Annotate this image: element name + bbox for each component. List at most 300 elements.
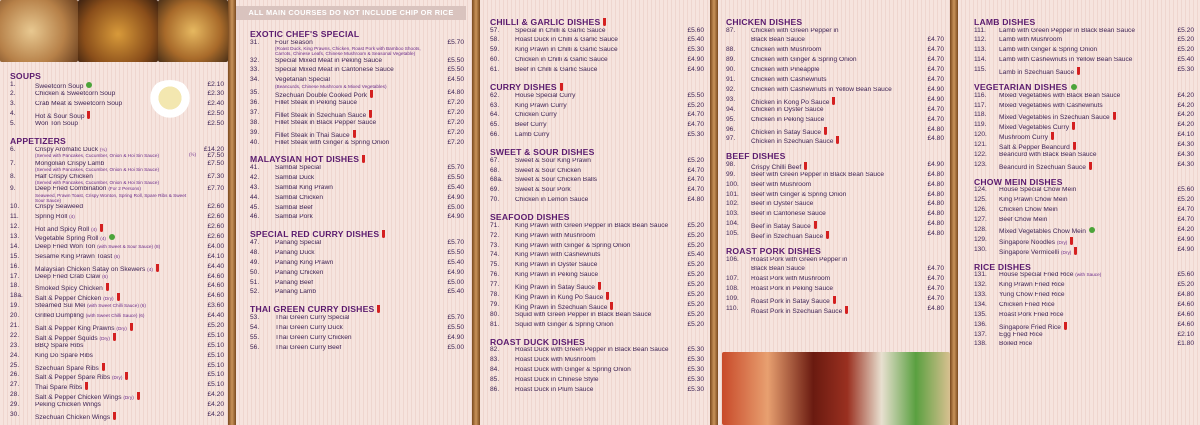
item-number: 69. xyxy=(490,186,500,194)
item-name xyxy=(751,162,916,172)
item-price-value: £5.60 xyxy=(1177,186,1194,194)
section-title-exotic: EXOTIC CHEF'S SPECIAL xyxy=(250,29,360,39)
item-number: 107. xyxy=(726,275,739,283)
item-name xyxy=(515,197,676,204)
item-number: 60. xyxy=(490,56,500,64)
menu-item-row xyxy=(10,392,224,402)
menu-item-row xyxy=(10,101,224,111)
item-name-text: Half Crispy Chicken xyxy=(35,173,93,180)
item-name-text: Sambal Duck xyxy=(275,174,315,181)
item-name-text: Szechuan Double Cooked Pork xyxy=(275,92,368,100)
item-number: 91. xyxy=(726,76,736,84)
item-number: 16. xyxy=(10,262,20,270)
menu-item-row xyxy=(250,289,464,299)
menu-item-row xyxy=(974,122,1194,132)
item-price xyxy=(1166,332,1194,339)
menu-item-row xyxy=(10,372,224,382)
item-price-value: £4.80 xyxy=(927,200,944,208)
item-number: 55. xyxy=(250,333,260,341)
item-name-text: Yung Chow Fried Rice xyxy=(999,291,1065,298)
item-price-value: £4.40 xyxy=(207,262,224,270)
item-name xyxy=(751,67,916,74)
item-price xyxy=(676,93,704,100)
item-name xyxy=(751,192,916,199)
item-name-text: King Prawn in Szechuan Sauce xyxy=(515,303,608,311)
item-name-text: Roast Duck with Ginger & Spring Onion xyxy=(515,366,631,373)
item-note: (with Sweet Chilli Sauce) (6) xyxy=(85,313,145,319)
item-price xyxy=(196,412,224,419)
chilli-pepper-icon xyxy=(1089,162,1092,170)
item-price-value: £5.20 xyxy=(1177,281,1194,289)
item-number: 115. xyxy=(974,66,987,74)
item-name-text: King Prawn with Cashewnuts xyxy=(515,252,601,259)
item-price xyxy=(916,211,944,218)
item-number: 22. xyxy=(10,331,20,339)
menu-item-row xyxy=(250,90,464,100)
menu-item-row xyxy=(490,67,704,77)
item-name xyxy=(35,412,196,422)
item-number: 92. xyxy=(726,85,736,93)
item-number: 76. xyxy=(490,271,500,279)
item-price-value: £4.70 xyxy=(927,76,944,84)
menu-item-row xyxy=(490,272,704,282)
item-name-text: Mixed Vegetables Curry xyxy=(999,124,1070,132)
item-price-value: £1.80 xyxy=(1177,340,1194,348)
item-name-text: Squid with Green Pepper in Black Bean Sauce xyxy=(515,311,652,318)
section-title-green-curry: THAI GREEN CURRY DISHES xyxy=(250,305,464,314)
menu-item-row xyxy=(250,250,464,260)
divider-bar xyxy=(228,0,236,425)
item-price xyxy=(916,162,944,169)
item-name-text: Roast Pork with Green Pepper in xyxy=(751,256,848,263)
menu-item-row xyxy=(10,402,224,412)
item-price xyxy=(916,127,944,134)
item-price xyxy=(916,57,944,64)
item-number: 74. xyxy=(490,251,500,259)
item-name-text: Lamb with Ginger & Spring Onion xyxy=(999,47,1098,54)
item-number: 127. xyxy=(974,216,987,224)
chicken-list xyxy=(726,28,944,147)
item-name xyxy=(515,28,676,35)
menu-item-row xyxy=(10,234,224,244)
item-price-value: £5.50 xyxy=(447,66,464,74)
item-price xyxy=(436,40,464,47)
item-number: 118. xyxy=(974,111,987,119)
section-title-sweet-sour: SWEET & SOUR DISHES xyxy=(490,147,595,158)
item-name-text: Lamb Curry xyxy=(515,132,550,139)
item-number: 17. xyxy=(10,272,20,280)
item-name-text: Salt & Pepper Beancurd xyxy=(999,144,1070,152)
item-price-value: £2.10 xyxy=(1177,330,1194,338)
item-name xyxy=(999,322,1166,332)
menu-item-row xyxy=(10,303,224,313)
item-name-text: Beef in Chilli & Garlic Sauce xyxy=(515,67,598,74)
item-price xyxy=(1166,207,1194,214)
item-price xyxy=(676,103,704,110)
item-number: 134. xyxy=(974,300,987,308)
item-number: 131. xyxy=(974,271,987,279)
item-name-text: Thai Green Curry Chicken xyxy=(275,334,352,341)
menu-item-row xyxy=(726,221,944,231)
item-name-text: Chicken with Ginger & Spring Onion xyxy=(751,57,857,64)
item-price xyxy=(676,302,704,309)
item-price xyxy=(436,165,464,172)
item-price-half: £7.50 xyxy=(207,152,224,160)
item-price-value: £5.70 xyxy=(447,164,464,172)
menu-item-row xyxy=(726,182,944,192)
item-price-value: £5.20 xyxy=(687,221,704,229)
menu-item-row xyxy=(10,333,224,343)
menu-item-row xyxy=(250,345,464,355)
item-name-text: Panang Beef xyxy=(275,279,314,286)
item-number: 58. xyxy=(490,36,500,44)
malaysian-list xyxy=(250,165,464,224)
item-price-value: £4.20 xyxy=(1177,91,1194,99)
item-price-value: £4.90 xyxy=(447,333,464,341)
item-number: 64. xyxy=(490,111,500,119)
item-number: 106. xyxy=(726,255,739,263)
item-number: 105. xyxy=(726,230,739,238)
item-price-value: £4.90 xyxy=(687,66,704,74)
item-name xyxy=(751,231,916,241)
item-name-text: Chicken with Pineapple xyxy=(751,67,820,74)
item-price-value: £4.10 xyxy=(1177,131,1194,139)
item-price xyxy=(436,325,464,332)
item-name-text: Special Mixed Meat in Cantonese Sauce xyxy=(275,67,394,74)
seafood-list xyxy=(490,223,704,332)
item-number: 103. xyxy=(726,210,739,218)
item-name-text: Lamb with Green Pepper in Black Bean Sauce xyxy=(999,27,1135,34)
item-number: 44. xyxy=(250,193,260,201)
item-note: (Dry) xyxy=(99,335,110,341)
item-name-text: Sambal King Prawn xyxy=(275,184,333,191)
menu-item-row xyxy=(10,283,224,293)
item-price xyxy=(916,47,944,54)
menu-item-row xyxy=(726,67,944,77)
item-price xyxy=(676,28,704,35)
menu-item-row xyxy=(490,302,704,312)
item-price xyxy=(196,392,224,399)
item-name xyxy=(999,282,1166,289)
menu-item-row xyxy=(974,292,1194,302)
item-number: 35. xyxy=(250,89,260,97)
item-price xyxy=(1166,37,1194,44)
item-price xyxy=(196,244,224,251)
item-name-text: Panang Duck xyxy=(275,249,315,256)
item-price-value: £4.20 xyxy=(207,401,224,409)
menu-column-1 xyxy=(10,66,224,422)
item-number: 50. xyxy=(250,268,260,276)
rice-list xyxy=(974,272,1194,351)
menu-item-row xyxy=(726,286,944,296)
red-curry-list xyxy=(250,240,464,299)
chilli-pepper-icon xyxy=(1113,112,1116,120)
item-name xyxy=(515,312,676,319)
item-number: 133. xyxy=(974,290,987,298)
chilli-pepper-icon xyxy=(125,372,128,380)
item-name xyxy=(515,112,676,119)
item-number: 108. xyxy=(726,285,739,293)
item-name xyxy=(35,111,196,121)
menu-item-row xyxy=(250,100,464,110)
chilli-pepper-icon xyxy=(560,83,563,91)
vegetarian-icon xyxy=(86,82,92,88)
menu-item-row xyxy=(250,325,464,335)
item-name-text: Singapore Fried Rice xyxy=(999,323,1061,331)
appetizers-list xyxy=(10,147,224,422)
menu-item-row xyxy=(10,82,224,92)
item-price xyxy=(196,274,224,281)
item-name-text: Chicken Chow Mein xyxy=(999,207,1058,214)
item-price-value: £7.30 xyxy=(207,172,224,180)
item-price-value: £5.10 xyxy=(207,371,224,379)
item-price xyxy=(1166,272,1194,279)
menu-column-4 xyxy=(726,12,944,316)
item-price xyxy=(436,90,464,97)
menu-item-row xyxy=(974,282,1194,292)
item-price xyxy=(196,224,224,231)
item-price-value: £14.20 xyxy=(203,145,224,153)
chilli-pepper-icon xyxy=(85,382,88,390)
menu-item-row xyxy=(490,47,704,57)
section-title-malaysian: MALAYSIAN HOT DISHES xyxy=(250,155,464,164)
menu-item-row xyxy=(250,205,464,215)
item-name-text: House Special Chow Mein xyxy=(999,187,1077,194)
item-price-value: £2.60 xyxy=(207,223,224,231)
item-number: 78. xyxy=(490,290,500,298)
menu-item-row xyxy=(10,412,224,422)
item-price-value: £5.40 xyxy=(447,183,464,191)
menu-item-row xyxy=(250,58,464,68)
chilli-pepper-icon xyxy=(113,412,116,420)
item-name-text: Deep Fried Won Ton xyxy=(35,243,96,250)
item-name xyxy=(35,204,196,211)
item-price xyxy=(916,306,944,313)
item-price-value: £5.20 xyxy=(687,241,704,249)
item-price-value: £5.40 xyxy=(447,258,464,266)
item-name-text: Grilled Dumpling xyxy=(35,313,84,320)
item-number: 95. xyxy=(726,115,736,123)
item-number: 34. xyxy=(250,76,260,84)
item-number: 121. xyxy=(974,141,987,149)
item-price-value: £4.70 xyxy=(927,275,944,283)
item-price-value: £4.90 xyxy=(1177,235,1194,243)
item-price-value: £4.20 xyxy=(1177,225,1194,233)
item-name xyxy=(999,122,1166,132)
item-price-value: £4.80 xyxy=(1177,290,1194,298)
item-price-value: £5.20 xyxy=(687,281,704,289)
item-number: 132. xyxy=(974,281,987,289)
item-price-value: £5.10 xyxy=(207,351,224,359)
item-price-value: £2.40 xyxy=(207,100,224,108)
item-number: 125. xyxy=(974,196,987,204)
item-number: 11. xyxy=(10,213,19,221)
item-price xyxy=(916,231,944,238)
item-number: 128. xyxy=(974,225,987,233)
item-name xyxy=(999,28,1166,35)
item-price-value: £5.70 xyxy=(447,38,464,46)
item-price xyxy=(1166,112,1194,119)
chilli-pepper-icon xyxy=(836,136,839,144)
menu-item-row xyxy=(974,197,1194,207)
menu-item-row xyxy=(490,158,704,168)
item-name xyxy=(515,262,676,269)
item-number: 97. xyxy=(726,135,736,143)
item-name-text: Spring Roll xyxy=(35,214,68,221)
menu-item-row xyxy=(490,312,704,322)
item-price xyxy=(196,333,224,340)
item-name-text: Szechuan Spare Ribs xyxy=(35,364,99,372)
item-price-value: £4.80 xyxy=(927,190,944,198)
item-number: 126. xyxy=(974,206,987,214)
item-name-text: Roast Pork Fried Rice xyxy=(999,311,1064,318)
menu-item-row xyxy=(974,341,1194,351)
item-price-value: £4.10 xyxy=(207,252,224,260)
item-name xyxy=(515,233,676,240)
item-price xyxy=(916,221,944,228)
item-name xyxy=(999,227,1166,236)
item-price-value: £5.30 xyxy=(687,375,704,383)
item-price-value: £4.60 xyxy=(1177,300,1194,308)
item-number: 13. xyxy=(10,232,20,240)
item-price-value: £5.50 xyxy=(447,248,464,256)
item-price xyxy=(916,276,944,283)
item-price xyxy=(916,182,944,189)
item-name xyxy=(275,140,436,147)
item-number: 41. xyxy=(250,164,260,172)
menu-item-row xyxy=(726,107,944,117)
item-name xyxy=(35,214,196,221)
item-price xyxy=(436,260,464,267)
item-number: 84. xyxy=(490,365,500,373)
menu-item-row xyxy=(974,332,1194,342)
spring-roll-photo xyxy=(0,0,78,62)
menu-item-row xyxy=(10,323,224,333)
section-title-roast-duck: ROAST DUCK DISHES xyxy=(490,336,586,347)
item-number: 82. xyxy=(490,346,500,354)
item-price-value: £5.20 xyxy=(1177,46,1194,54)
item-number: 46. xyxy=(250,213,260,221)
item-name-text: Roast Duck in Chilli & Garlic Sauce xyxy=(515,37,618,44)
item-name-text: Mushroom Curry xyxy=(999,134,1049,142)
item-price xyxy=(916,97,944,104)
item-name-text: Fillet Steak with Ginger & Spring Onion xyxy=(275,139,390,146)
item-number: 86. xyxy=(490,385,500,393)
menu-item-row xyxy=(974,322,1194,332)
item-number: 65. xyxy=(490,121,500,129)
item-name xyxy=(751,182,916,189)
menu-item-row xyxy=(490,252,704,262)
item-name-text: King Prawn with Green Pepper in Black Bean Sauce xyxy=(515,222,669,229)
menu-item-row xyxy=(490,322,704,332)
menu-item-row xyxy=(490,377,704,387)
chilli-pepper-icon xyxy=(1064,322,1067,330)
item-name xyxy=(751,28,916,35)
item-number: 120. xyxy=(974,131,987,139)
item-price xyxy=(196,303,224,310)
item-price xyxy=(676,252,704,259)
item-price-value: £4.90 xyxy=(447,213,464,221)
menu-item-row xyxy=(10,293,224,303)
item-name xyxy=(999,197,1166,204)
item-name-text: King Prawn in Chilli & Garlic Sauce xyxy=(515,47,618,54)
item-price-value: £4.70 xyxy=(927,285,944,293)
menu-item-row xyxy=(726,37,944,47)
item-description: (Served with Pancakes, Cucumber, Onion & Hoi Sin Sauce) xyxy=(35,167,160,173)
item-sub-line xyxy=(35,153,196,158)
menu-item-row xyxy=(250,185,464,195)
item-name-text: Fillet Steak in Thai Sauce xyxy=(275,131,350,139)
menu-item-row xyxy=(10,382,224,392)
item-name xyxy=(35,244,196,251)
item-price-value: £4.90 xyxy=(1177,245,1194,253)
item-number: 18. xyxy=(10,282,20,290)
item-price-value: £5.30 xyxy=(687,385,704,393)
item-price xyxy=(1166,312,1194,319)
item-name xyxy=(999,292,1166,299)
item-name xyxy=(999,57,1166,64)
chilli-pepper-icon xyxy=(1077,67,1080,75)
item-name-text: Fillet Steak in Black Pepper Sauce xyxy=(275,119,377,126)
item-number: 122. xyxy=(974,150,987,158)
item-number: 26. xyxy=(10,371,20,379)
menu-item-row xyxy=(250,140,464,150)
item-name xyxy=(751,286,916,293)
item-number: 101. xyxy=(726,190,739,198)
menu-item-row xyxy=(726,136,944,146)
item-price-value: £5.20 xyxy=(687,310,704,318)
item-name-text: Lamb in Szechuan Sauce xyxy=(999,69,1075,77)
item-price xyxy=(916,201,944,208)
item-price-value: £4.70 xyxy=(687,166,704,174)
item-price xyxy=(1166,292,1194,299)
section-title-beef: BEEF DISHES xyxy=(726,151,786,162)
menu-item-row xyxy=(10,147,224,161)
menu-item-row xyxy=(250,315,464,325)
item-price xyxy=(196,186,224,193)
menu-item-row xyxy=(490,93,704,103)
menu-item-row xyxy=(10,313,224,323)
item-note-half: (½) xyxy=(188,152,196,158)
menu-item-row xyxy=(726,231,944,241)
item-name xyxy=(999,162,1166,172)
item-price-value: £2.30 xyxy=(207,90,224,98)
item-name-text: Crispy Chilli Beef xyxy=(751,163,802,171)
item-price-value: £4.70 xyxy=(1177,216,1194,224)
item-name xyxy=(515,252,676,259)
item-name xyxy=(999,37,1166,44)
item-price xyxy=(916,296,944,303)
item-name xyxy=(999,341,1166,348)
item-price xyxy=(1166,162,1194,169)
item-price-value: £4.60 xyxy=(1177,310,1194,318)
item-price xyxy=(196,214,224,221)
menu-item-row xyxy=(974,247,1194,257)
item-name-text: Salt & Pepper King Prawns xyxy=(35,324,115,332)
item-number: 57. xyxy=(490,26,500,34)
item-note: (Dry) xyxy=(1060,249,1072,255)
item-price xyxy=(1166,103,1194,110)
item-price-value: £4.90 xyxy=(447,268,464,276)
menu-item-row xyxy=(974,217,1194,227)
item-name xyxy=(999,132,1166,142)
menu-item-row xyxy=(974,67,1194,77)
item-number: 24. xyxy=(10,351,20,359)
item-price-value: £5.10 xyxy=(207,331,224,339)
item-name-text: Deep Fried Combination xyxy=(35,186,107,193)
item-name xyxy=(275,214,436,221)
item-price-value: £4.70 xyxy=(927,66,944,74)
